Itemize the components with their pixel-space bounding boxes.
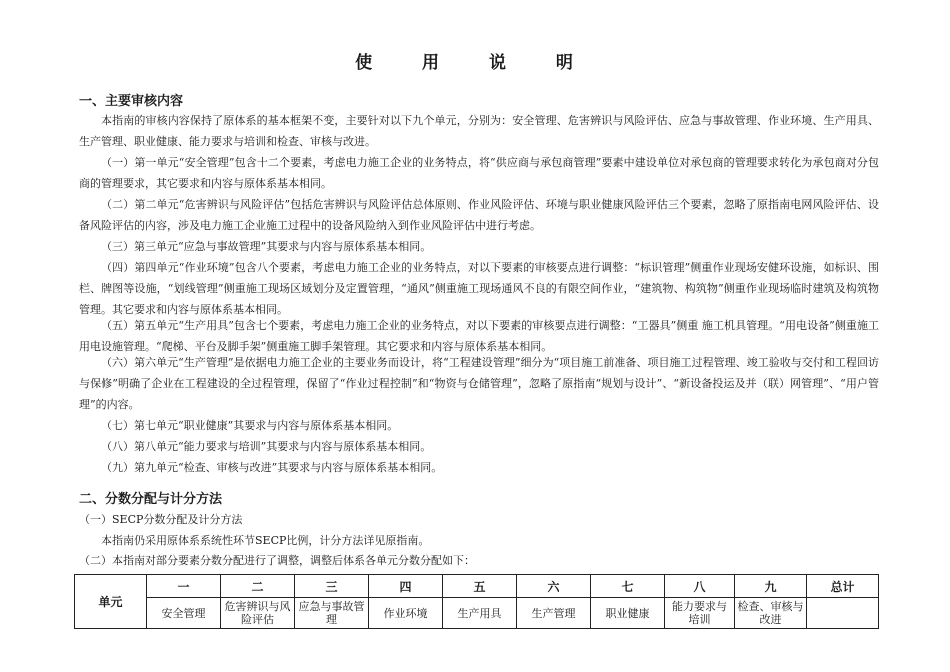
unit-number-cell: 八	[665, 575, 735, 598]
unit-number-cell: 七	[591, 575, 665, 598]
unit-number-cell: 五	[443, 575, 517, 598]
unit-name-cell: 安全管理	[147, 598, 221, 629]
unit-header-cell: 单元	[75, 575, 147, 629]
subheading-score-adjust: （二）本指南对部分要素分数分配进行了调整，调整后体系各单元分数分配如下：	[79, 554, 475, 567]
unit-number-cell: 二	[221, 575, 295, 598]
paragraph-unit-6: （六）第六单元“生产管理”是依据电力施工企业的主要业务而设计，将“工程建设管理”细分为“项目施工前准备、项目施工过程管理、竣工验收与交付和工程回访与保修”明确了企业在工程建设的全过程管理，保留了“作业过程控制”和“物资与仓储管理”，忽略了原指南“规划与设计”、“新设备投运及并（联）网管理”、“用户管理”的内容。	[79, 356, 879, 411]
section-heading-scoring: 二、分数分配与计分方法	[79, 492, 223, 507]
paragraph-unit-3: （三）第三单元“应急与事故管理”其要求与内容与原体系基本相同。	[101, 240, 432, 253]
paragraph-unit-2: （二）第二单元“危害辨识与风险评估”包括危害辨识与风险评估总体原则、作业风险评估、环境与职业健康风险评估三个要素，忽略了原指南电网风险评估、设备风险评估的内容，涉及电力施工企业施工过程中的设备风险纳入到作业风险评估中进行考虑。	[79, 198, 879, 232]
paragraph-unit-9: （九）第九单元“检查、审核与改进”其要求与内容与原体系基本相同。	[101, 461, 443, 474]
paragraph-unit-7: （七）第七单元“职业健康”其要求与内容与原体系基本相同。	[101, 419, 399, 432]
table-row-unit-names	[75, 598, 879, 629]
paragraph-secp: 本指南仍采用原体系系统性环节SECP比例，计分方法详见原指南。	[101, 534, 430, 547]
unit-name-cell: 作业环境	[369, 598, 443, 629]
paragraph-unit-8: （八）第八单元“能力要求与培训”其要求与内容与原体系基本相同。	[101, 440, 432, 453]
subheading-secp: （一）SECP分数分配及计分方法	[79, 513, 243, 526]
paragraph-unit-4: （四）第四单元“作业环境”包含八个要素，考虑电力施工企业的业务特点，对以下要素的审核要点进行调整：“标识管理”侧重作业现场安健环设施，如标识、围栏、牌图等设施，“划线管理”侧重施工现场区域划分及定置管理，“通风”侧重施工现场通风不良的有限空间作业，“建筑物、构筑物”侧重作业现场临时建筑及构筑物管理。其它要求和内容与原体系基本相同。	[79, 261, 879, 316]
page-title: 使 用 说 明	[355, 53, 595, 73]
unit-name-cell: 应急与事故管理	[295, 598, 369, 629]
unit-number-cell: 九	[735, 575, 807, 598]
score-allocation-table	[74, 574, 879, 629]
unit-number-cell: 一	[147, 575, 221, 598]
paragraph-unit-5: （五）第五单元“生产用具”包含七个要素，考虑电力施工企业的业务特点，对以下要素的审核要点进行调整：“工器具”侧重 施工机具管理。“用电设备”侧重施工用电设施管理。“爬梯、平台及脚手架”侧重施工脚手架管理。其它要求和内容与原体系基本相同。	[79, 319, 879, 353]
unit-name-cell: 职业健康	[591, 598, 665, 629]
unit-name-cell: 检查、审核与改进	[735, 598, 807, 629]
section-heading-audit-content: 一、主要审核内容	[79, 94, 184, 109]
paragraph-unit-1: （一）第一单元“安全管理”包含十二个要素，考虑电力施工企业的业务特点，将“供应商与承包商管理”要素中建设单位对承包商的管理要求转化为承包商对分包商的管理要求，其它要求和内容与原体系基本相同。	[79, 156, 879, 190]
unit-name-cell: 危害辨识与风险评估	[221, 598, 295, 629]
unit-number-cell: 六	[517, 575, 591, 598]
unit-number-cell: 四	[369, 575, 443, 598]
paragraph-intro: 本指南的审核内容保持了原体系的基本框架不变，主要针对以下九个单元，分别为：安全管理、危害辨识与风险评估、应急与事故管理、作业环境、生产用具、生产管理、职业健康、能力要求与培训和检查、审核与改进。	[79, 114, 879, 148]
unit-name-cell: 生产管理	[517, 598, 591, 629]
table-row-unit-numbers	[75, 575, 879, 598]
total-header-cell: 总计	[807, 575, 879, 598]
unit-number-cell: 三	[295, 575, 369, 598]
unit-name-cell: 生产用具	[443, 598, 517, 629]
unit-name-cell: 能力要求与培训	[665, 598, 735, 629]
total-value-cell	[807, 598, 879, 629]
